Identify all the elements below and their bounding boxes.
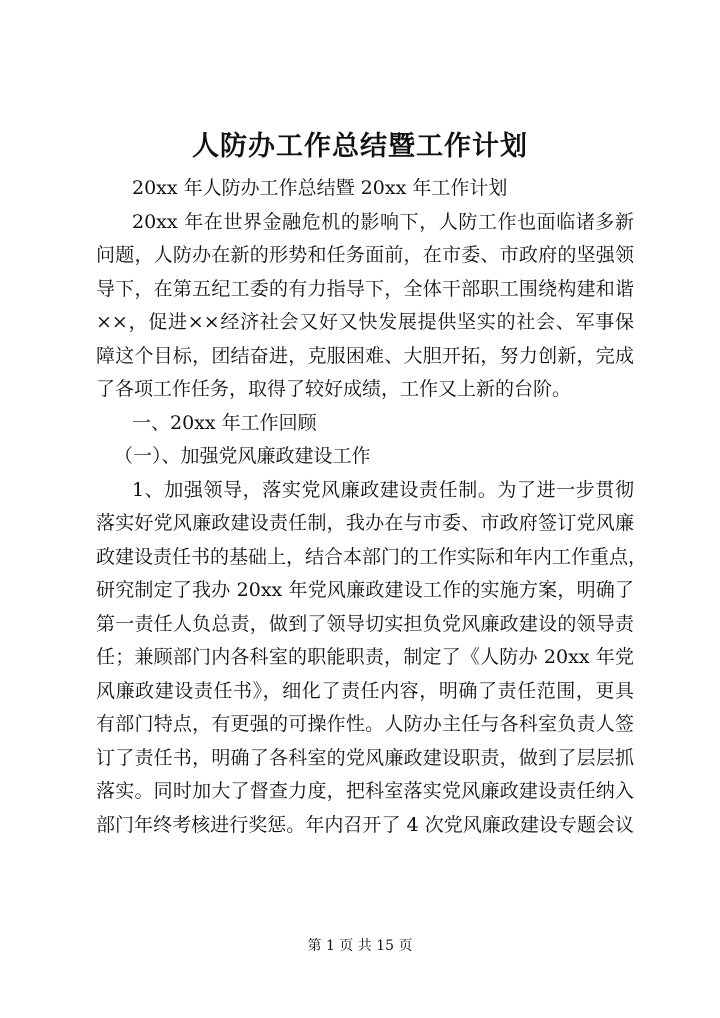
- page-number-footer: 第 1 页 共 15 页: [307, 938, 413, 954]
- paragraph-line: 政建设责任书的基础上，结合本部门的工作实际和年内工作重点，: [96, 545, 648, 568]
- paragraph-line: 有部门特点，有更强的可操作性。人防办主任与各科室负责人签: [96, 713, 634, 735]
- paragraph-line: 1、加强领导，落实党风廉政建设责任制。为了进一步贯彻: [132, 478, 634, 501]
- paragraph-line: 问题，人防办在新的形势和任务面前，在市委、市政府的坚强领: [96, 244, 634, 266]
- subsection-heading: （一）、加强党风廉政建设工作: [114, 445, 371, 467]
- paragraph-line: 落实好党风廉政建设责任制，我办在与市委、市政府签订党风廉: [96, 512, 634, 534]
- paragraph-line: 部门年终考核进行奖惩。年内召开了 4 次党风廉政建设专题会议: [96, 813, 634, 836]
- paragraph-line: ××，促进××经济社会又好又快发展提供坚实的社会、军事保: [96, 311, 634, 333]
- subtitle-line: 20xx 年人防办工作总结暨 20xx 年工作计划: [132, 177, 508, 199]
- paragraph-line: 障这个目标，团结奋进，克服困难、大胆开拓，努力创新，完成: [96, 344, 634, 367]
- document-body: [96, 172, 648, 842]
- paragraph-line: 落实。同时加大了督查力度，把科室落实党风廉政建设责任纳入: [96, 780, 634, 802]
- paragraph-line: 研究制定了我办 20xx 年党风廉政建设工作的实施方案，明确了: [96, 579, 634, 601]
- paragraph-line: 订了责任书，明确了各科室的党风廉政建设职责，做到了层层抓: [96, 746, 634, 769]
- paragraph-line: 任；兼顾部门内各科室的职能职责，制定了《人防办 20xx 年党: [96, 646, 634, 668]
- paragraph-line: 风廉政建设责任书》，细化了责任内容，明确了责任范围，更具: [96, 679, 634, 702]
- paragraph-line: 第一责任人负总责，做到了领导切实担负党风廉政建设的领导责: [96, 612, 634, 635]
- paragraph-line: 导下，在第五纪工委的有力指导下，全体干部职工围绕构建和谐: [96, 277, 634, 300]
- paragraph-line: 20xx 年在世界金融危机的影响下，人防工作也面临诸多新: [132, 210, 634, 233]
- document-title: 人防办工作总结暨工作计划: [192, 131, 528, 162]
- paragraph-line: 了各项工作任务，取得了较好成绩，工作又上新的台阶。: [96, 378, 572, 400]
- section-heading: 一、20xx 年工作回顾: [132, 411, 317, 434]
